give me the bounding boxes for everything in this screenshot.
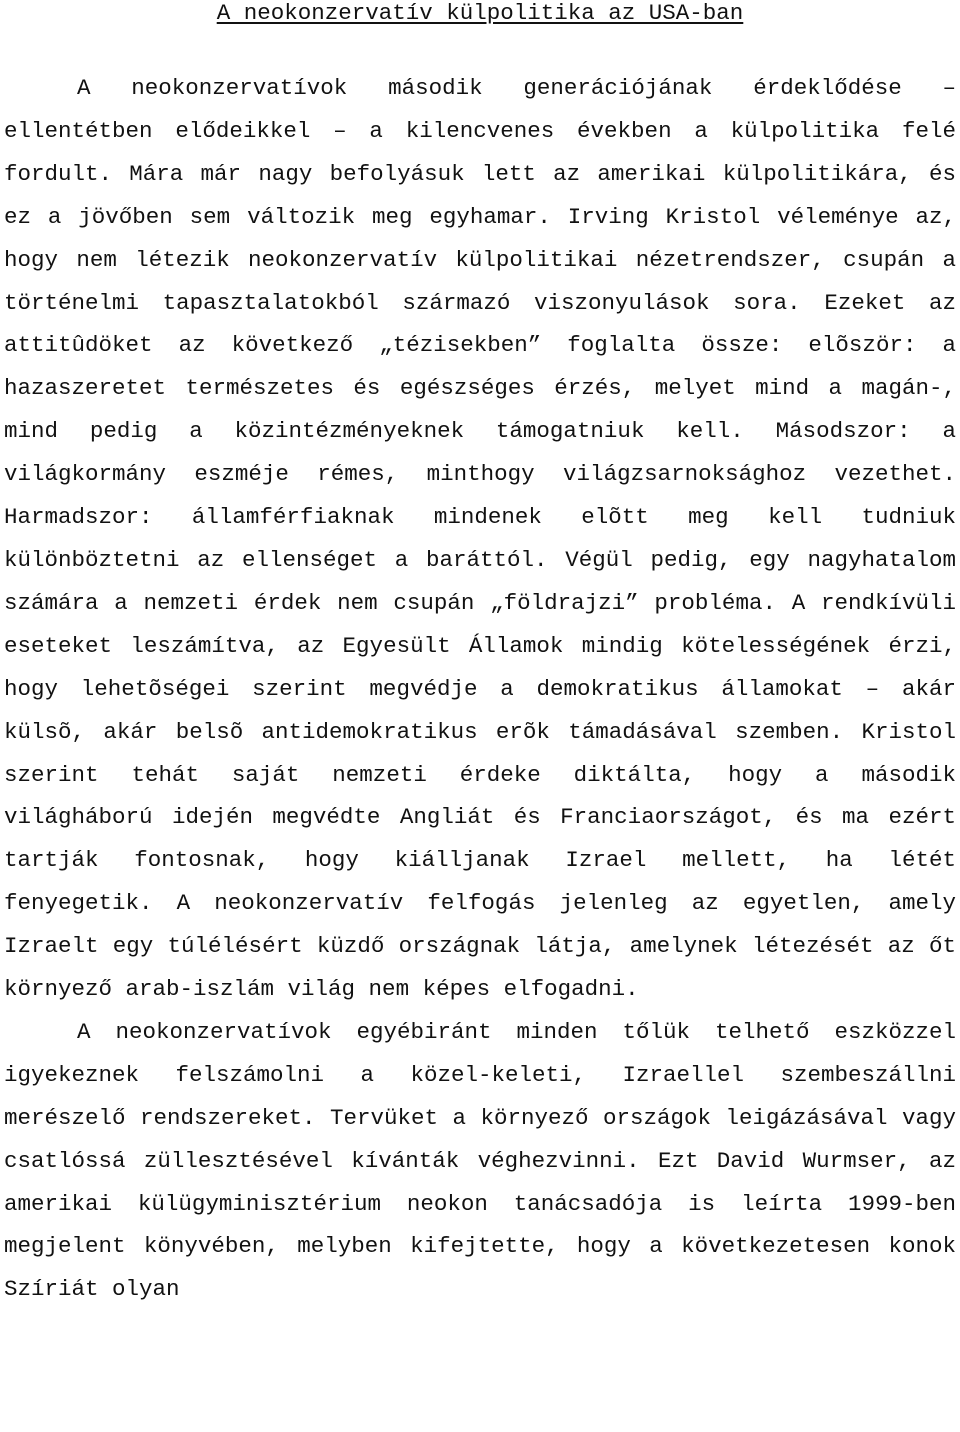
document-body <box>4 67 956 1311</box>
document-title <box>0 0 960 26</box>
paragraph-1: A neokonzervatívok második generációjának érdeklődése – ellentétben elődeikkel – a kilencvenes években a külpolitika felé fordult. Mára már nagy befolyásuk lett az amerikai külpolitikára, és ez a jövőben sem változik meg egyhamar. Irving Kristol véleménye az, hogy nem létezik neokonzervatív külpolitikai nézetrendszer, csupán a történelmi tapasztalatokból származó viszonyulások sora. Ezeket az attitûdöket az következő „tézisekben” foglalta össze: elõször: a hazaszeretet természetes és egészséges érzés, melyet mind a magán-, mind pedig a közintézményeknek támogatniuk kell. Másodszor: a világkormány eszméje rémes, minthogy világzsarnoksághoz vezethet. Harmadszor: államférfiaknak mindenek elõtt meg kell tudniuk különböztetni az ellenséget a baráttól. Végül pedig, egy nagyhatalom számára a nemzeti érdek nem csupán „földrajzi” probléma. A rendkívüli eseteket leszámítva, az Egyesült Államok mindig kötelességének érzi, hogy lehetõségei szerint megvédje a demokratikus államokat – akár külsõ, akár belsõ antidemokratikus erõk támadásával szemben. Kristol szerint tehát saját nemzeti érdeke diktálta, hogy a második világháború idején megvédte Angliát és Franciaországot, és ma ezért tartják fontosnak, hogy kiálljanak Izrael mellett, ha létét fenyegetik. A neokonzervatív felfogás jelenleg az egyetlen, amely Izraelt egy túlélésért küzdő országnak látja, amelynek létezését az őt környező arab-iszlám világ nem képes elfogadni. <box>4 75 956 1003</box>
document-title-text: A neokonzervatív külpolitika az USA-ban <box>216 0 744 26</box>
paragraph-2: A neokonzervatívok egyébiránt minden tőlük telhető eszközzel igyekeznek felszámolni a közel-keleti, Izraellel szembeszállni merészelő rendszereket. Tervüket a környező országok leigázásával vagy csatlóssá züllesztésével kívánták véghezvinni. Ezt David Wurmser, az amerikai külügyminisztérium neokon tanácsadója is leírta 1999-ben megjelent könyvében, melyben kifejtette, hogy a következetesen konok Szíriát olyan <box>4 1018 956 1303</box>
